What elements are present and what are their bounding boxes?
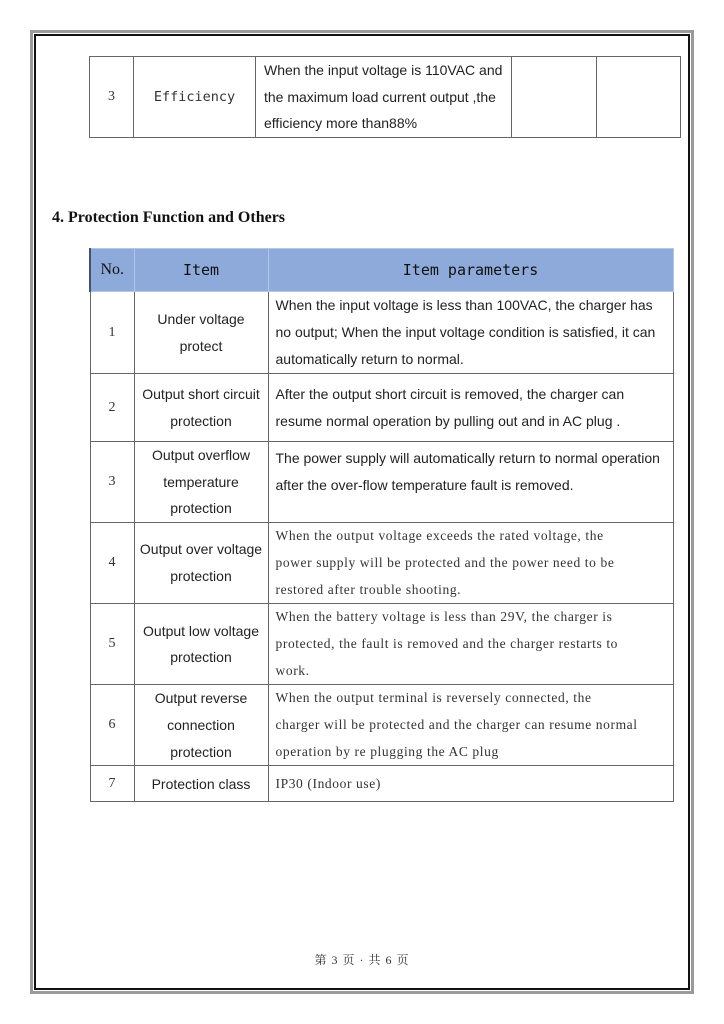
param-line: resume normal operation by pulling out and in AC plug . (275, 412, 621, 429)
row-number: 1 (90, 292, 134, 374)
item-line: Output short circuit (142, 385, 260, 402)
item-line: Output overflow (151, 447, 251, 463)
table-row (90, 685, 673, 766)
table-row (90, 292, 673, 374)
table-row (90, 374, 673, 442)
param-line: When the battery voltage is less than 29V, the charger is (275, 609, 613, 625)
item-name (134, 442, 268, 523)
param-line: IP30 (Indoor use) (275, 775, 381, 791)
param-line: The power supply will automatically return to normal operation (275, 450, 660, 466)
table-row (90, 57, 681, 138)
param-line: automatically return to normal. (275, 350, 464, 367)
item-line: Protection class (151, 775, 251, 792)
item-name (134, 374, 268, 442)
header-params: Item parameters (268, 249, 673, 292)
item-parameters (256, 57, 512, 138)
item-parameters (268, 523, 673, 604)
item-line: connection (167, 717, 235, 734)
item-line: protection (170, 500, 232, 517)
table-row (90, 523, 673, 604)
item-parameters (268, 604, 673, 685)
param-line: After the output short circuit is removed, the charger can (275, 385, 625, 402)
param-line: When the input voltage is less than 100VAC, the charger has (275, 297, 653, 314)
row-number: 6 (90, 685, 134, 766)
param-line: work. (275, 662, 310, 678)
row-number: 4 (90, 523, 134, 604)
row-number: 7 (90, 766, 134, 802)
empty-cell (597, 57, 681, 138)
item-line: protection (170, 649, 232, 666)
item-parameters (268, 442, 673, 523)
item-line: Output low voltage (143, 622, 259, 639)
row-number: 3 (90, 57, 134, 138)
table-row (90, 604, 673, 685)
param-line: the maximum load current output ,the (264, 88, 496, 105)
table-row (90, 442, 673, 523)
item-name (134, 523, 268, 604)
param-line: operation by re plugging the AC plug (275, 743, 499, 759)
row-number: 3 (90, 442, 134, 523)
param-line: efficiency more than88% (264, 115, 418, 132)
row-number: 5 (90, 604, 134, 685)
param-line: no output; When the input voltage condition is satisfied, it can (275, 324, 656, 341)
param-line: restored after trouble shooting. (275, 581, 462, 597)
item-parameters (268, 766, 673, 802)
header-no: No. (90, 249, 134, 292)
table-header-row (90, 249, 673, 292)
page-number-footer: 第 3 页 · 共 6 页 (314, 953, 410, 967)
item-line: Output reverse (154, 690, 248, 707)
table-row (90, 766, 673, 802)
section-heading: 4. Protection Function and Others (52, 209, 286, 226)
protection-table (89, 248, 674, 802)
item-line: protect (179, 337, 223, 354)
item-name (134, 685, 268, 766)
empty-cell (512, 57, 597, 138)
param-line: charger will be protected and the charger can resume normal (275, 717, 638, 733)
param-line: protected, the fault is removed and the charger restarts to (275, 635, 619, 651)
param-line: after the over-flow temperature fault is removed. (275, 476, 574, 493)
item-line: Under voltage (157, 310, 245, 327)
item-line: Output over voltage (139, 541, 263, 558)
item-name (134, 766, 268, 802)
item-line: temperature (163, 473, 239, 490)
item-parameters (268, 685, 673, 766)
item-line: protection (170, 743, 232, 760)
efficiency-table (89, 56, 681, 138)
header-item: Item (134, 249, 268, 292)
item-line: protection (170, 568, 232, 585)
param-line: When the output terminal is reversely connected, the (275, 690, 592, 706)
item-name (134, 292, 268, 374)
item-name (134, 604, 268, 685)
item-name: Efficiency (134, 57, 256, 138)
param-line: When the output voltage exceeds the rated voltage, the (275, 528, 604, 544)
item-line: protection (170, 412, 232, 429)
item-parameters (268, 292, 673, 374)
row-number: 2 (90, 374, 134, 442)
param-line: power supply will be protected and the power need to be (275, 554, 615, 570)
param-line: When the input voltage is 110VAC and (264, 62, 503, 78)
item-parameters (268, 374, 673, 442)
